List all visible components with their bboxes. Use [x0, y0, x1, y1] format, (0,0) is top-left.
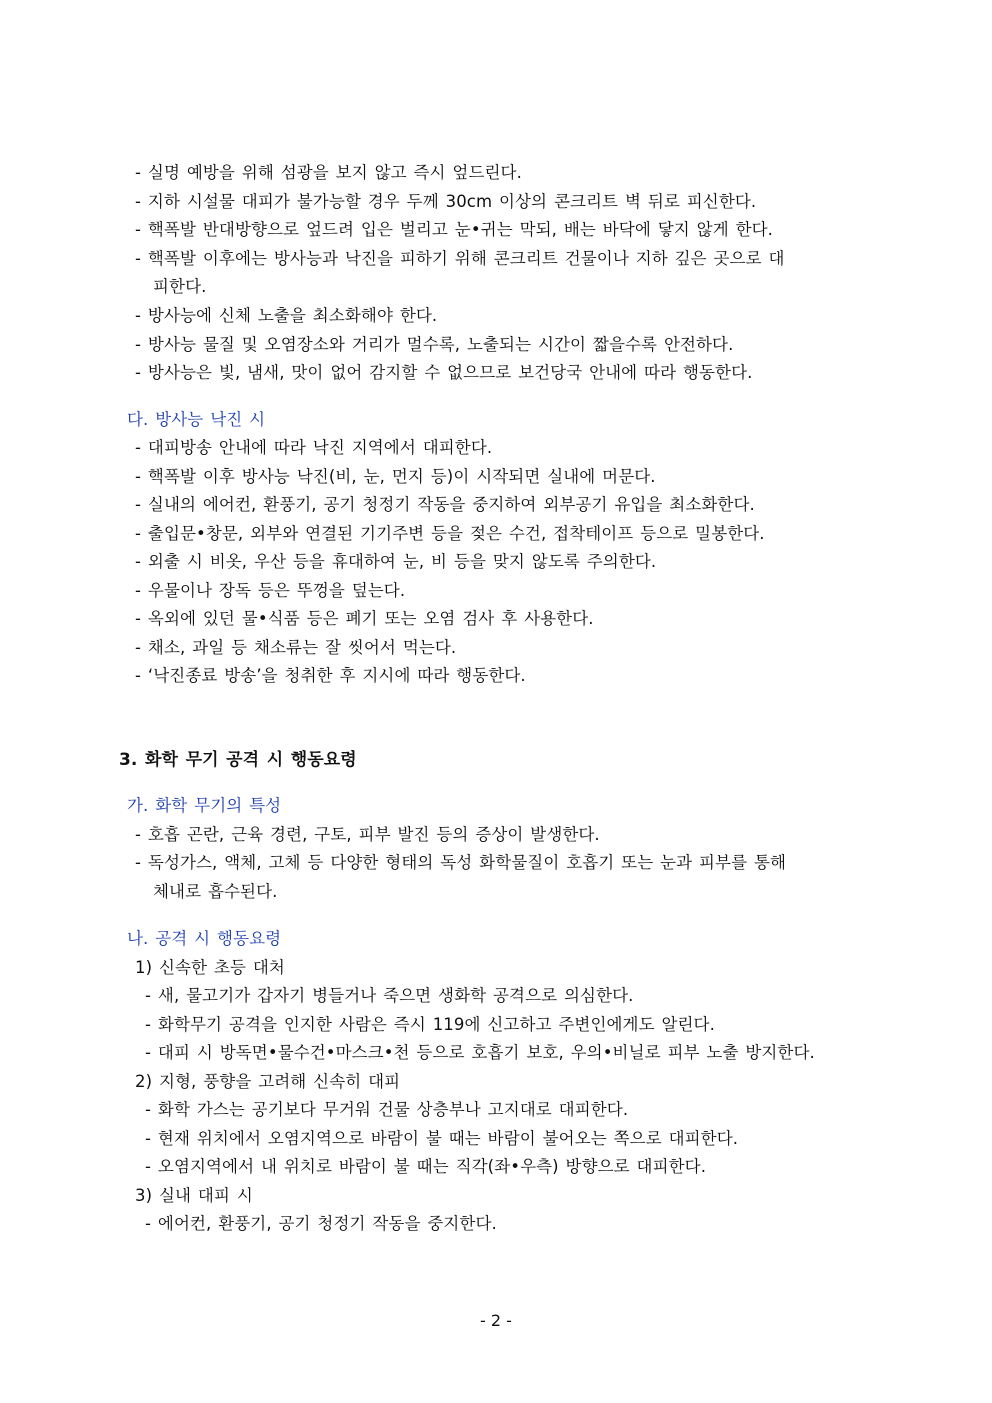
list-item: - 화학무기 공격을 인지한 사람은 즉시 119에 신고하고 주변인에게도 알린다. [145, 1015, 715, 1034]
list-item: - 우물이나 장독 등은 뚜껑을 덮는다. [135, 581, 406, 600]
list-item: - 외출 시 비옷, 우산 등을 휴대하여 눈, 비 등을 맞지 않도록 주의한다. [135, 552, 657, 571]
list-item: - 에어컨, 환풍기, 공기 청정기 작동을 중지한다. [145, 1214, 497, 1233]
list-item: - 독성가스, 액체, 고체 등 다양한 형태의 독성 화학물질이 호흡기 또는 눈과 피부를 통해 [135, 853, 787, 872]
numbered-item: 3) 실내 대피 시 [135, 1186, 253, 1205]
list-item: - 방사능에 신체 노출을 최소화해야 한다. [135, 306, 438, 325]
list-item: - 핵폭발 이후에는 방사능과 낙진을 피하기 위해 콘크리트 건물이나 지하 깊은 곳으로 대 [135, 249, 785, 268]
list-item: - 실내의 에어컨, 환풍기, 공기 청정기 작동을 중지하여 외부공기 유입을 최소화한다. [135, 495, 755, 514]
list-item: - 오염지역에서 내 위치로 바람이 불 때는 직각(좌•우측) 방향으로 대피한다. [145, 1157, 707, 1176]
list-item: - 지하 시설물 대피가 불가능할 경우 두께 30cm 이상의 콘크리트 벽 뒤로 피신한다. [135, 192, 757, 211]
list-item: - 방사능은 빛, 냄새, 맛이 없어 감지할 수 없으므로 보건당국 안내에 따라 행동한다. [135, 363, 753, 382]
list-item: - 대피방송 안내에 따라 낙진 지역에서 대피한다. [135, 438, 493, 457]
list-item: - 옥외에 있던 물•식품 등은 폐기 또는 오염 검사 후 사용한다. [135, 609, 594, 628]
list-item: - 화학 가스는 공기보다 무거워 건물 상층부나 고지대로 대피한다. [145, 1100, 629, 1119]
list-item: - 출입문•창문, 외부와 연결된 기기주변 등을 젖은 수건, 접착테이프 등으로 밀봉한다. [135, 524, 765, 543]
list-item-continuation: 피한다. [153, 277, 207, 296]
section-title-chemical: 3. 화학 무기 공격 시 행동요령 [119, 750, 357, 770]
subsection-heading-traits: 가. 화학 무기의 특성 [127, 796, 282, 815]
list-item: - 호흡 곤란, 근육 경련, 구토, 피부 발진 등의 증상이 발생한다. [135, 825, 600, 844]
list-item: - 채소, 과일 등 채소류는 잘 씻어서 먹는다. [135, 638, 457, 657]
list-item: - 현재 위치에서 오염지역으로 바람이 불 때는 바람이 불어오는 쪽으로 대피한다. [145, 1129, 739, 1148]
page-number: - 2 - [480, 1311, 512, 1330]
section-heading-fallout: 다. 방사능 낙진 시 [127, 410, 266, 429]
list-item: - ‘낙진종료 방송’을 청취한 후 지시에 따라 행동한다. [135, 666, 526, 685]
subsection-heading-actions: 나. 공격 시 행동요령 [127, 929, 282, 948]
list-item: - 대피 시 방독면•물수건•마스크•천 등으로 호흡기 보호, 우의•비닐로 피부 노출 방지한다. [145, 1043, 815, 1062]
list-item-continuation: 체내로 흡수된다. [153, 882, 278, 901]
list-item: - 실명 예방을 위해 섬광을 보지 않고 즉시 엎드린다. [135, 163, 522, 182]
list-item: - 새, 물고기가 갑자기 병들거나 죽으면 생화학 공격으로 의심한다. [145, 986, 634, 1005]
list-item: - 방사능 물질 및 오염장소와 거리가 멀수록, 노출되는 시간이 짧을수록 안전하다. [135, 335, 734, 354]
list-item: - 핵폭발 이후 방사능 낙진(비, 눈, 먼지 등)이 시작되면 실내에 머문다. [135, 467, 656, 486]
numbered-item: 2) 지형, 풍향을 고려해 신속히 대피 [135, 1072, 401, 1091]
list-item: - 핵폭발 반대방향으로 엎드려 입은 벌리고 눈•귀는 막되, 배는 바닥에 닿지 않게 한다. [135, 220, 774, 239]
numbered-item: 1) 신속한 초등 대처 [135, 958, 285, 977]
